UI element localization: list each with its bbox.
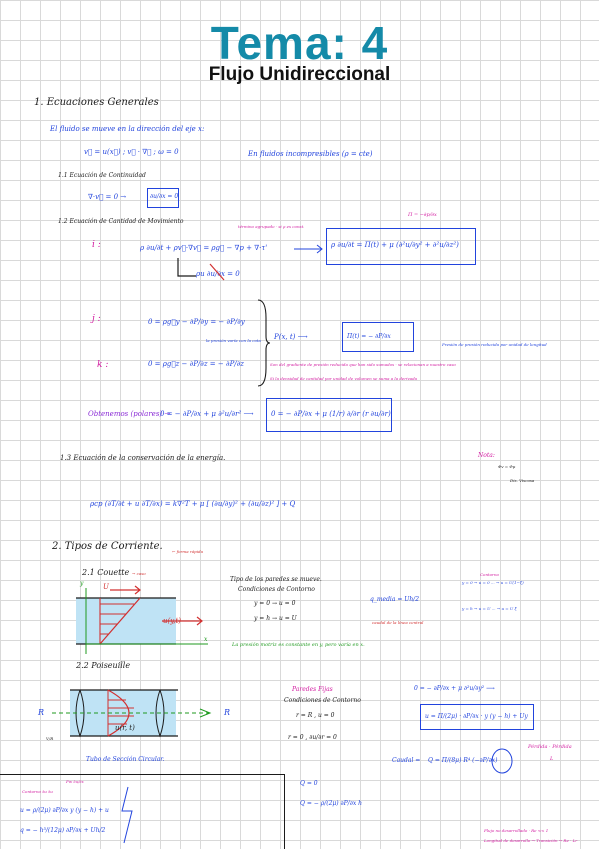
couette-bc-1: y = 0 → u = 0	[254, 600, 296, 607]
subsection-2-2: 2.2 Poiseuille	[76, 661, 131, 670]
pressure-gradient-note: Son del gradiente de presión reducida que han sido sumados · se relacionan a nuestro caso	[270, 362, 456, 367]
section-1-heading: 1. Ecuaciones Generales	[34, 97, 159, 108]
radius-right-label: R	[224, 708, 231, 717]
summary-line-1: Pw ∂u/∂x	[66, 779, 84, 784]
i-momentum-equation: ρ ∂u/∂t + ρv⃗·∇v⃗ = ρg⃗ − ∇p + ∇·τ'	[140, 244, 268, 252]
flow-rate-circle-icon	[490, 748, 514, 774]
energy-equation: ρcp (∂T/∂t + u ∂T/∂x) = k∇²T + μ [ (∂u/∂y)² + (∂u/∂z)² ] + Q	[90, 500, 296, 508]
summary-equation-1: u = ρ/(2μ) ∂P/∂x y (y − h) + u	[20, 807, 109, 814]
side-note-line-1: Φv = Φμ	[498, 464, 516, 469]
subsection-1-2: 1.2 Ecuación de Cantidad de Movimiento	[58, 218, 184, 225]
i-convective-term: ρu ∂u/∂x = 0	[196, 270, 240, 278]
polar-result-box	[266, 398, 392, 432]
right-boundary-line-1: y = 0 → u = 0 ... → u = U(1−ξ)	[462, 580, 524, 585]
couette-y-axis-label: y	[80, 580, 84, 587]
couette-moving-wall-text: Tipo de los paredes se mueve.	[230, 576, 322, 583]
length-label: L	[550, 756, 554, 762]
side-note-line-2: Dis. Viscosa	[510, 478, 535, 483]
k-component-label: k :	[97, 360, 109, 370]
circular-tube-label: Tubo de Sección Circular.	[86, 756, 165, 763]
polar-form-label: Obtenemos (polares) →	[88, 410, 171, 418]
poiseuille-result-box	[420, 704, 534, 730]
subsection-1-1: 1.1 Ecuación de Continuidad	[58, 172, 146, 179]
poiseuille-profile-diagram	[60, 682, 230, 746]
couette-bc-2: y = h → u = U	[254, 615, 297, 622]
footer-note-1: Flujo no desarrollado · Re << 1	[484, 828, 549, 833]
continuity-result-box	[147, 188, 179, 208]
k-momentum-equation: 0 = ρg⃗z − ∂P/∂z = − ∂P/∂z	[148, 360, 244, 368]
j-component-label: j :	[92, 314, 101, 324]
poiseuille-momentum-equation: 0 = − ∂P/∂x + μ ∂²u/∂y² ⟶	[414, 685, 495, 692]
poiseuille-bc-1: r = R , u = 0	[296, 712, 335, 719]
right-boundary-title: Contorno	[480, 572, 499, 577]
fluid-direction-note: El fluido se mueve en la dirección del eje x:	[50, 125, 205, 133]
flow-rate-label: Caudal =	[392, 757, 421, 764]
incompressible-note: En fluidos incompresibles (ρ = cte)	[248, 150, 373, 158]
poiseuille-bc-2: r = 0 , ∂u/∂r = 0	[288, 734, 337, 741]
couette-velocity-label: u(y,t)	[163, 617, 182, 625]
couette-x-axis-label: x	[204, 636, 208, 643]
vertical-ratio-label: V/R	[46, 736, 54, 741]
velocity-vectors: v⃗ = u(x⃗) ; v⃗ · ∇⃗ ; ω = 0	[84, 148, 179, 156]
section-2-note: ← forma rápida	[172, 549, 203, 554]
j-momentum-equation: 0 = ρg⃗y − ∂P/∂y = − ∂P/∂y	[148, 318, 245, 326]
poiseuille-velocity-label: u(r, t)	[115, 724, 135, 732]
reduced-pressure-function: P(x, t) ⟶	[274, 333, 308, 341]
motive-pressure-note: La presión motriz es constante en y, pero varía en x.	[232, 642, 365, 648]
reduced-pressure-note: Π = −∂p/∂x	[408, 212, 437, 218]
i-result-box	[326, 228, 476, 265]
lightning-icon	[118, 785, 138, 845]
polar-result-equation: 0 = − ∂P/∂x + μ (1/r) ∂/∂r (r ∂u/∂r)	[271, 410, 391, 418]
pi-result-equation: Π(t) = − ∂P/∂x	[347, 333, 391, 340]
subsection-1-3: 1.3 Ecuación de la conservación de la energía.	[60, 454, 226, 462]
section-2-heading: 2. Tipos de Corriente.	[52, 541, 163, 552]
page-subtitle: Flujo Unidireccional	[208, 64, 391, 85]
poiseuille-result-equation: u = Π/(2μ) · ∂P/∂x · y (y − h) + Uy	[425, 713, 528, 720]
summary-box	[0, 774, 285, 849]
density-note: Si la densidad de cantidad por unidad de volumen se suma a la derivada	[270, 376, 418, 381]
grouped-term-note: término agrupado · si ρ es const.	[238, 224, 305, 229]
polar-form-equation: 0 = − ∂P/∂x + μ ∂²u/∂r² ⟶	[160, 410, 254, 418]
summary-line-2: Contorno ∂u ∂u	[22, 789, 53, 794]
summary-equation-2: q = − h³/(12μ) ∂P/∂x + Uh/2	[20, 827, 106, 834]
pressure-loss-note: Pérdida · Pérdida	[528, 744, 572, 750]
flow-zero-label: Q = 0	[300, 780, 318, 787]
i-substitution-arrow	[172, 256, 212, 296]
couette-note: → caso	[132, 571, 146, 576]
pressure-height-note: la presión varía con la cota	[206, 338, 261, 343]
subsection-2-1: 2.1 Couette	[82, 568, 130, 577]
i-result-equation: ρ ∂u/∂t = Π(t) + μ (∂²u/∂y² + ∂²u/∂z²)	[331, 241, 459, 249]
couette-boundary-title: Condiciones de Contorno	[238, 586, 315, 593]
right-boundary-line-2: y = h → u = U ... → u = U ξ	[462, 606, 517, 611]
reduced-pressure-length-note: Presión de presión reducida por unidad de longitud	[442, 342, 547, 347]
flow-expression: Q = − ρ/(2μ) ∂P/∂x h	[300, 800, 362, 807]
poiseuille-boundary-title: Condiciones de Contorno	[284, 697, 361, 704]
continuity-result: ∂u/∂x = 0	[150, 193, 179, 200]
continuity-equation: ∇·v⃗ = 0 →	[88, 193, 127, 201]
couette-wall-velocity-label: U	[103, 583, 109, 591]
centerline-flow-note: caudal de la línea central	[372, 620, 424, 625]
side-note-label: Nota:	[478, 452, 495, 459]
footer-note-2: Longitud de desarrollo → Transición → Re · Lr	[484, 838, 578, 843]
couette-profile-diagram	[70, 584, 210, 654]
radius-left-label: R	[38, 708, 45, 717]
flow-rate-equation: Q = Π/(8μ) R⁴ (−∂P/∂x)	[428, 757, 498, 764]
brace-icon	[256, 298, 270, 388]
pi-result-box	[342, 322, 414, 352]
couette-mean-flow: q_media = Uh/2	[370, 596, 420, 603]
poiseuille-fixed-walls: Paredes Fijas	[292, 686, 333, 693]
page-title: Tema: 4	[210, 17, 389, 69]
i-component-label: i :	[92, 240, 101, 250]
